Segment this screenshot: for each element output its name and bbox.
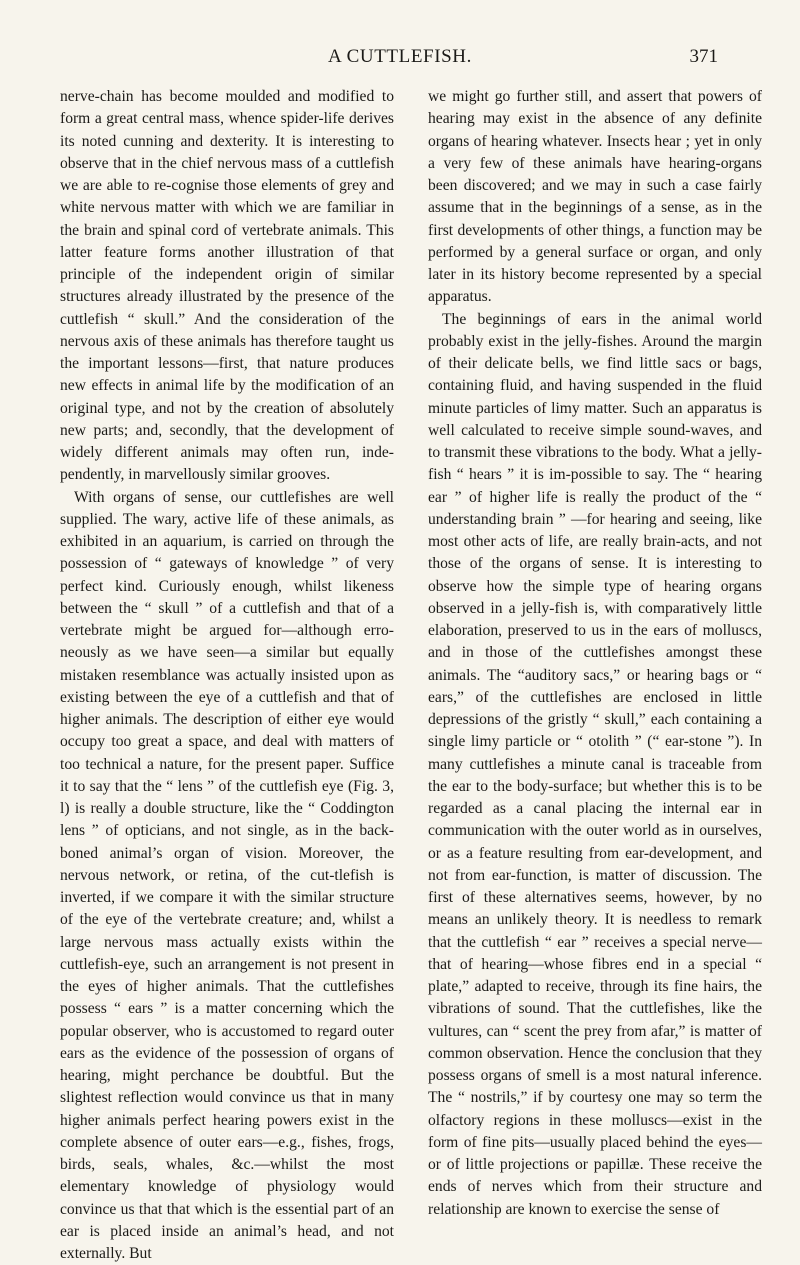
- page-number: 371: [690, 46, 719, 68]
- right-column: [428, 86, 762, 1221]
- paragraph: With organs of sense, our cuttlefishes are well supplied. The wary, active life of these animals, as exhibited in an aquarium, is carried on through the possession of “ gateways of knowledge ” of very perfect kind. Curiously enough, whilst likeness between the “ skull ” of a cuttlefish and that of a vertebrate might be argued for—although erro-neously as we have seen—a similar but equally mistaken resemblance was actually insisted upon as existing between the eye of a cuttlefish and that of higher animals. The description of either eye would occupy too great a space, and deal with matters of too technical a nature, for the present paper. Suffice it to say that the “ lens ” of the cuttlefish eye (Fig. 3, l) is really a double structure, like the “ Coddington lens ” of opticians, and not single, as in the back-boned animal’s organ of vision. Moreover, the nervous network, or retina, of the cut-tlefish is inverted, if we compare it with the similar structure of the eye of the vertebrate creature; and, whilst a large nervous mass actually exists within the cuttlefish-eye, such an arrangement is not present in the eyes of higher animals. That the cuttlefishes possess “ ears ” is a matter concerning which the popular observer, who is accustomed to regard outer ears as the evidence of the possession of organs of hearing, might perchance be doubtful. But the slightest reflection would convince us that in many higher animals perfect hearing powers exist in the complete absence of outer ears—e.g., fishes, frogs, birds, seals, whales, &c.—whilst the most elementary knowledge of physiology would convince us that that which is the essential part of an ear is placed inside an animal’s head, and not externally. But: [60, 487, 394, 1265]
- page-header: [0, 46, 800, 76]
- paragraph: we might go further still, and assert that powers of hearing may exist in the absence of any definite organs of hearing whatever. Insects hear ; yet in only a very few of these animals have hearing-organs been discovered; and we may in such a case fairly assume that in the beginnings of a sense, as in the first developments of other things, a function may be performed by a general surface or organ, and only later in its history become represented by a special apparatus.: [428, 86, 762, 309]
- running-title: A CUTTLEFISH.: [0, 46, 800, 68]
- left-column: [60, 86, 394, 1265]
- paragraph: nerve-chain has become moulded and modified to form a great central mass, whence spider-life derives its noted cunning and dexterity. It is interesting to observe that in the chief nervous mass of a cuttlefish we are able to re-cognise those elements of grey and white nervous matter with which we are familiar in the brain and spinal cord of vertebrate animals. This latter feature forms another illustration of that principle of the independent origin of similar structures already illustrated by the presence of the cuttlefish “ skull.” And the consideration of the nervous axis of these animals has therefore taught us the important lessons—first, that nature produces new effects in animal life by the modification of an original type, and not by the creation of absolutely new parts; and, secondly, that the development of widely different animals may often run, inde-pendently, in marvellously similar grooves.: [60, 86, 394, 487]
- paragraph: The beginnings of ears in the animal world probably exist in the jelly-fishes. Around the margin of their delicate bells, we find little sacs or bags, containing fluid, and having suspended in the fluid minute particles of limy matter. Such an apparatus is well calculated to receive simple sound-waves, and to transmit these vibrations to the body. What a jelly-fish “ hears ” it is im-possible to say. The “ hearing ear ” of higher life is really the product of the “ understanding brain ” —for hearing and seeing, like most other acts of life, are really brain-acts, and not those of the organs of sense. It is interesting to observe how the simple type of hearing organs observed in a jelly-fish is, with comparatively little elaboration, preserved to us in the ears of molluscs, and in those of the cuttlefishes amongst these animals. The “auditory sacs,” or hearing bags or “ ears,” of the cuttlefishes are enclosed in little depressions of the gristly “ skull,” each containing a single limy particle or “ otolith ” (“ ear-stone ”). In many cuttlefishes a minute canal is traceable from the ear to the body-surface; but whether this is to be regarded as a canal placing the internal ear in communication with the outer world as in ourselves, or as a feature resulting from ear-development, and not from ear-function, is matter of discussion. The first of these alternatives seems, however, by no means an unlikely theory. It is needless to remark that the cuttlefish “ ear ” receives a special nerve—that of hearing—whose fibres end in a special “ plate,” adapted to receive, through its fine hairs, the vibrations of sound. That the cuttlefishes, like the vultures, can “ scent the prey from afar,” is matter of common observation. Hence the conclusion that they possess organs of smell is a most natural inference. The “ nostrils,” if by courtesy one may so term the olfactory regions in these molluscs—exist in the form of fine pits—usually placed behind the eyes—or of little projections or papillæ. These receive the ends of nerves which from their structure and relationship are known to exercise the sense of: [428, 309, 762, 1221]
